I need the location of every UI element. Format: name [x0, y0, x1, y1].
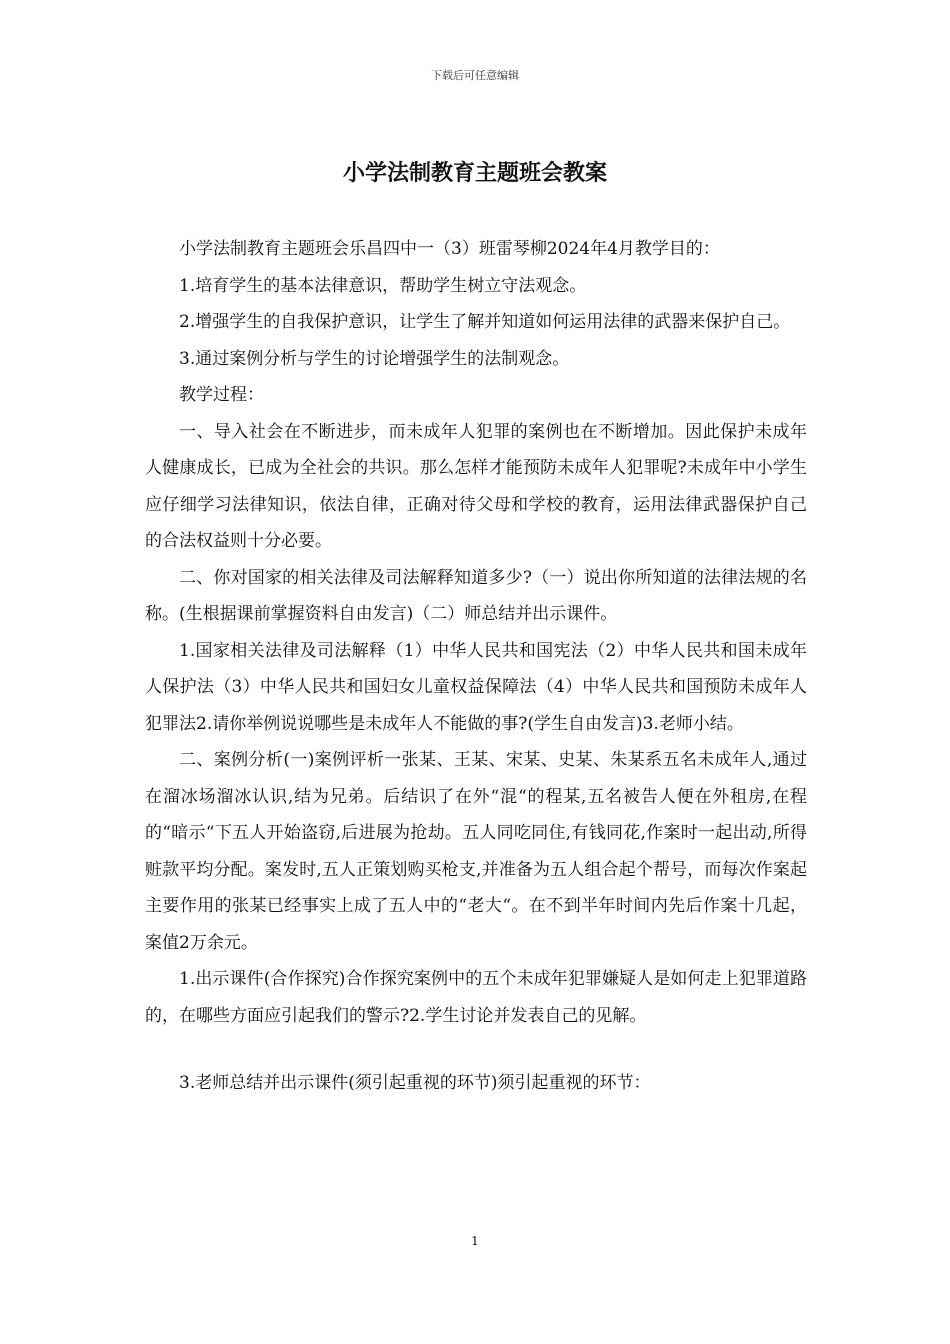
page-number: 1 — [471, 1234, 479, 1248]
document-body — [145, 231, 807, 1102]
document-title: 小学法制教育主题班会教案 — [342, 160, 607, 186]
paragraph: 1.培育学生的基本法律意识，帮助学生树立守法观念。 — [179, 275, 587, 296]
paragraph: 1.出示课件(合作探究)合作探究案例中的五个未成年犯罪嫌疑人是如何走上犯罪道路的，在哪些方面应引起我们的警示?2.学生讨论并发表自己的见解。 — [145, 969, 807, 1026]
paragraph: 教学过程： — [179, 385, 264, 405]
paragraph: 3.老师总结并出示课件(须引起重视的环节)须引起重视的环节： — [179, 1073, 651, 1093]
paragraph: 二、案例分析(一)案例评析一张某、王某、宋某、史某、朱某系五名未成年人,通过在溜冰场溜冰认识,结为兄弟。后结识了在外“混“的程某,五名被告人便在外租房,在程的“暗示“下五人开始盗窃,后进展为抢劫。五人同吃同住,有钱同花,作案时一起出动,所得赃款平均分配。案发时,五人正策划购买枪支,并准备为五人组合起个帮号，而每次作案起主要作用的张某已经事实上成了五人中的“老大“。在不到半年时间内先后作案十几起，案值2万余元。 — [145, 750, 807, 953]
paragraph: 二、你对国家的相关法律及司法解释知道多少?（一）说出你所知道的法律法规的名称。(生根据课前掌握资料自由发言)（二）师总结并出示课件。 — [145, 567, 807, 624]
header-note: 下载后可任意编辑 — [431, 69, 519, 82]
paragraph: 1.国家相关法律及司法解释（1）中华人民共和国宪法（2）中华人民共和国未成年人保护法（3）中华人民共和国妇女儿童权益保障法（4）中华人民共和国预防未成年人犯罪法2.请你举例说说哪些是未成年人不能做的事?(学生自由发言)3.老师小结。 — [145, 640, 807, 734]
paragraph: 2.增强学生的自我保护意识，让学生了解并知道如何运用法律的武器来保护自己。 — [179, 312, 791, 332]
paragraph: 小学法制教育主题班会乐昌四中一（3）班雷琴柳2024年4月教学目的： — [179, 239, 720, 259]
paragraph: 3.通过案例分析与学生的讨论增强学生的法制观念。 — [179, 348, 570, 369]
paragraph: 一、导入社会在不断进步，而未成年人犯罪的案例也在不断增加。因此保护未成年人健康成长，已成为全社会的共识。那么怎样才能预防未成年人犯罪呢?未成年中小学生应仔细学习法律知识，依法自律，正确对待父母和学校的教育，运用法律武器保护自己的合法权益则十分必要。 — [145, 421, 807, 551]
